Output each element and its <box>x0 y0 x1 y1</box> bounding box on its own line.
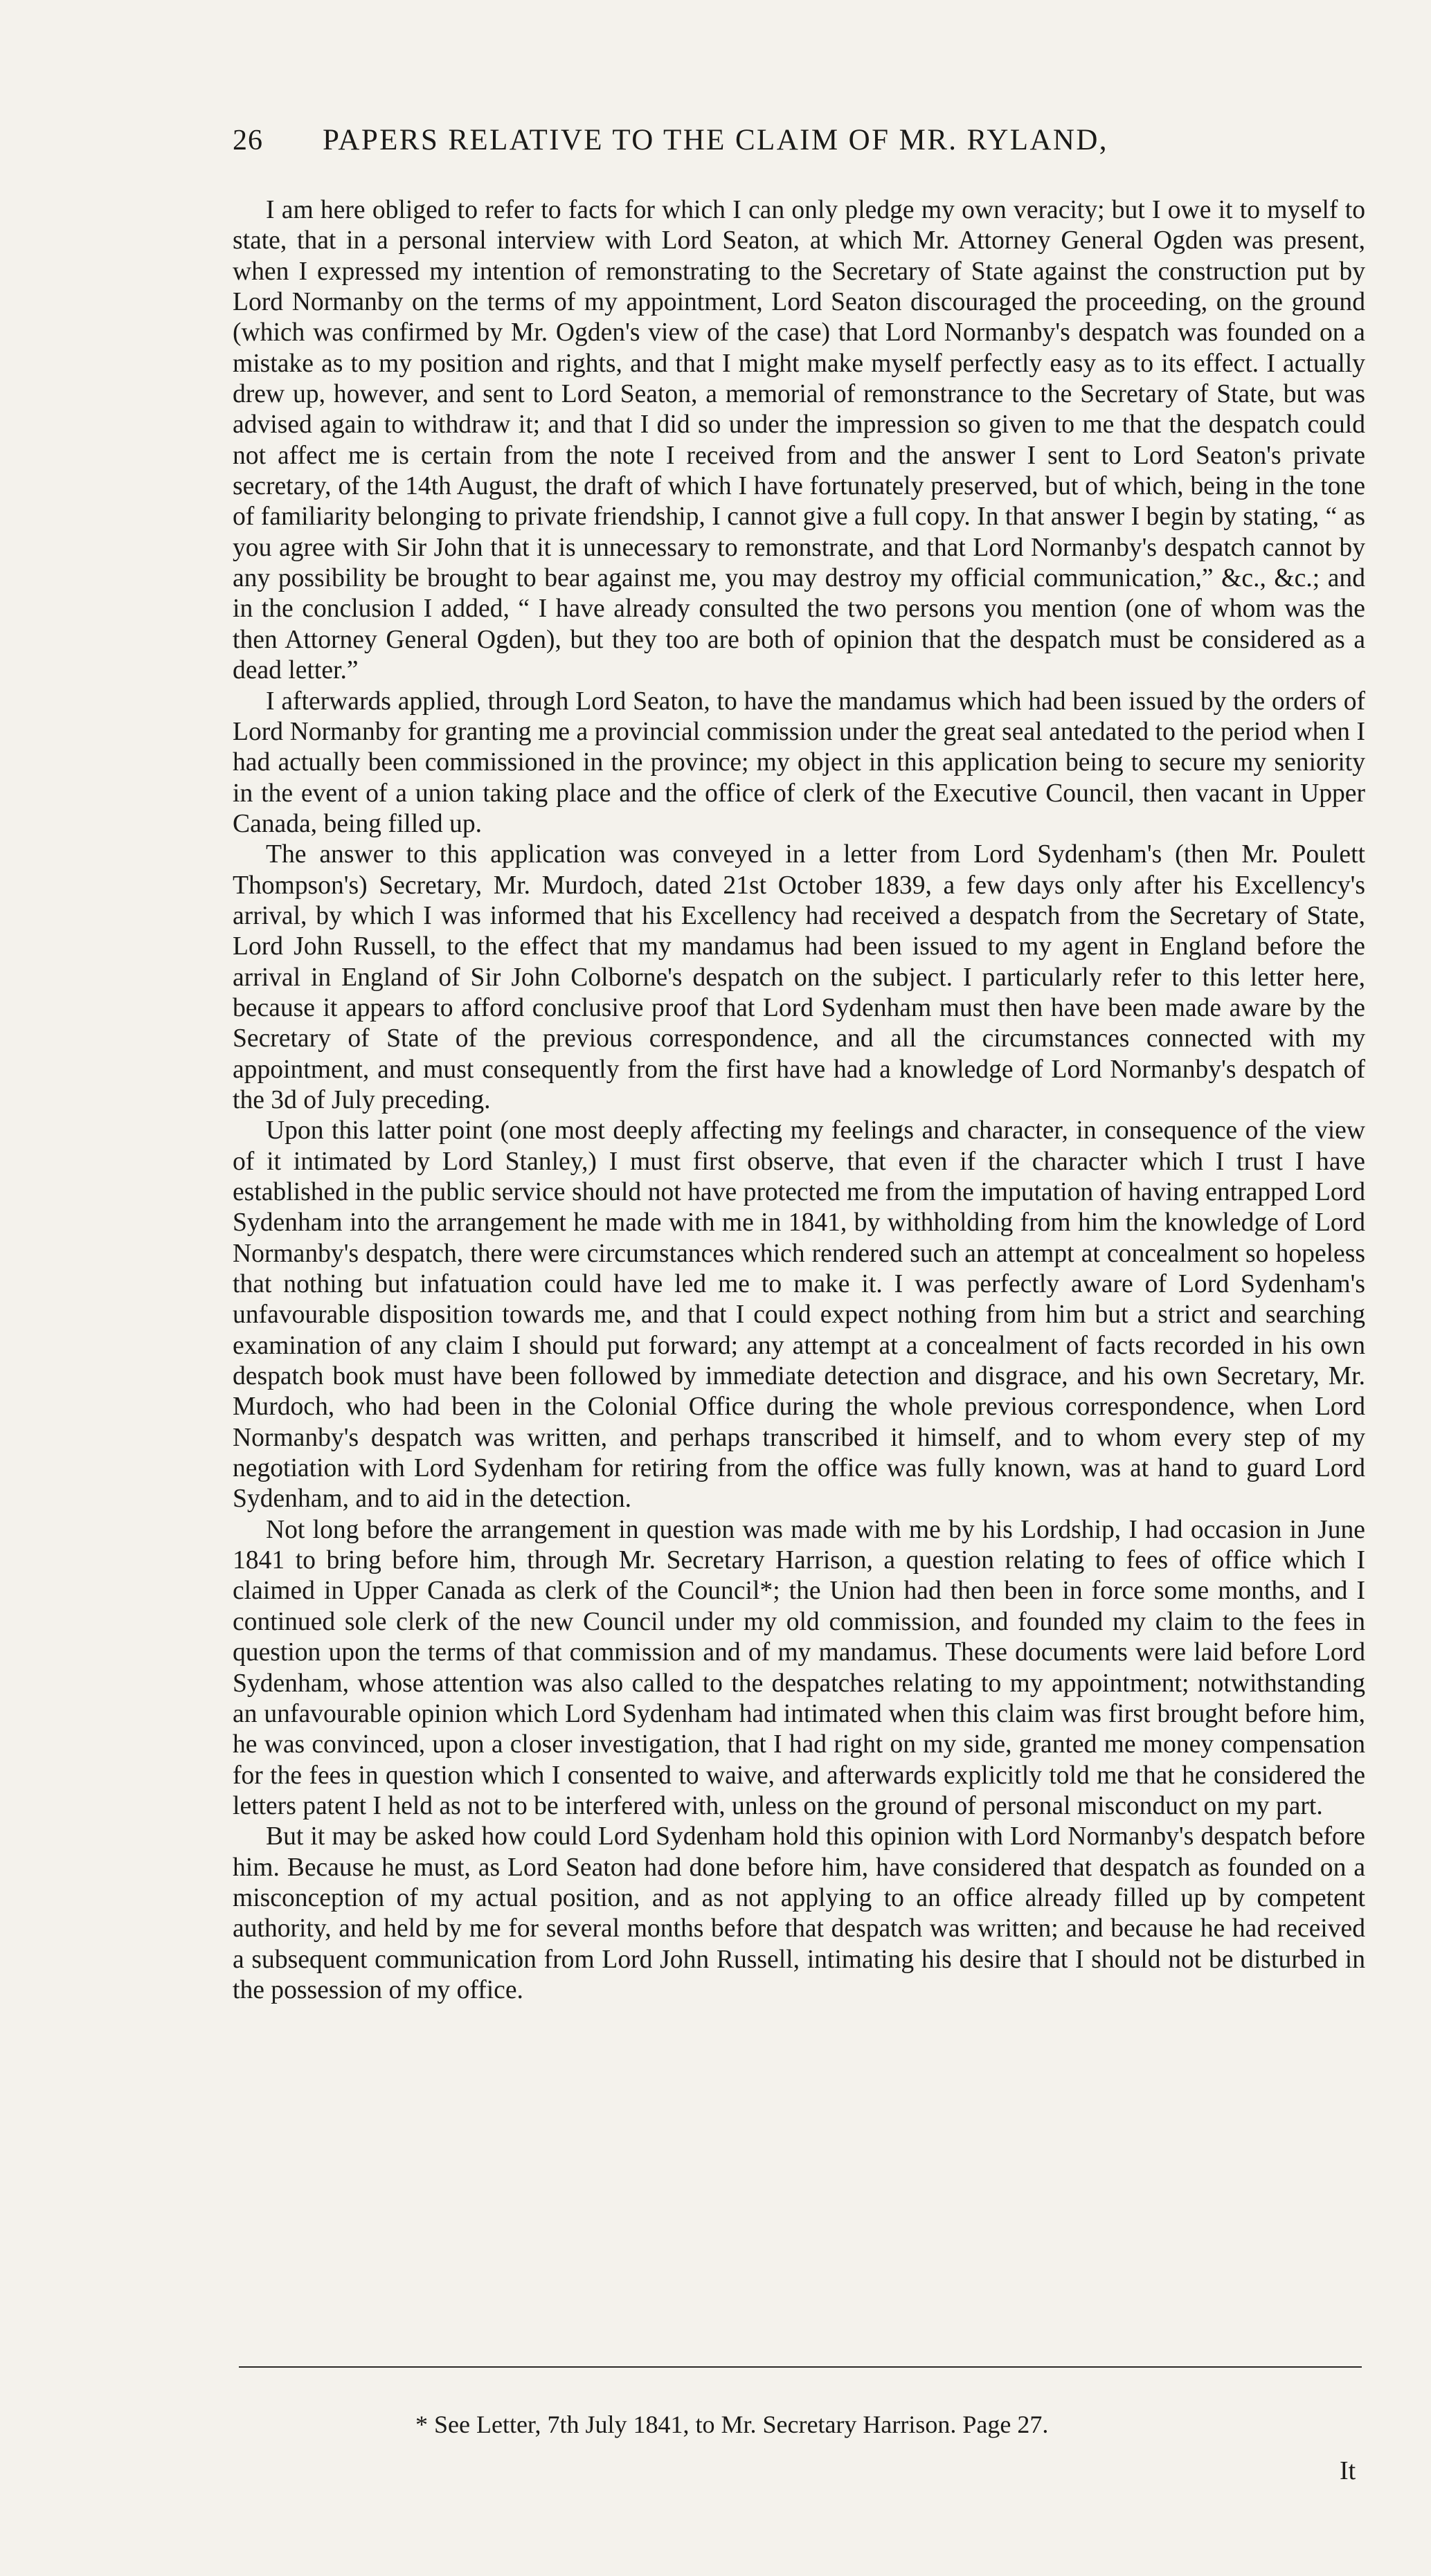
footnote-rule <box>239 2366 1362 2368</box>
catchword: It <box>1340 2456 1356 2485</box>
paragraph: Upon this latter point (one most deeply affecting my feelings and character, in consequence of the view of it intimated by Lord Stanley,) I must first observe, that even if the character which I trust I have established in the public service should not have protected me from the imputation of having entrapped Lord Sydenham into the arrangement he made with me in 1841, by withholding from him the knowledge of Lord Normanby's despatch, there were circumstances which rendered such an attempt at concealment so hopeless that nothing but infatuation could have led me to make it. I was perfectly aware of Lord Sydenham's unfavourable disposition towards me, and that I could expect nothing from him but a strict and searching examination of any claim I should put forward; any attempt at a concealment of facts recorded in his own despatch book must have been followed by immediate detection and disgrace, and his own Secretary, Mr. Murdoch, who had been in the Colonial Office during the whole previous correspondence, when Lord Normanby's despatch was written, and perhaps transcribed it himself, and to whom every step of my negotiation with Lord Sydenham for retiring from the office was fully known, was at hand to guard Lord Sydenham, and to aid in the detection. <box>233 1116 1365 1514</box>
body-text <box>233 195 1365 2006</box>
page-number: 26 <box>233 125 263 156</box>
paragraph: Not long before the arrangement in question was made with me by his Lordship, I had occasion in June 1841 to bring before him, through Mr. Secretary Harrison, a question relating to fees of office which I claimed in Upper Canada as clerk of the Council*; the Union had then been in force some months, and I continued sole clerk of the new Council under my old commission, and founded my claim to the fees in question upon the terms of that commission and of my mandamus. These documents were laid before Lord Sydenham, whose attention was also called to the despatches relating to my appointment; notwithstanding an unfavourable opinion which Lord Sydenham had intimated when this claim was first brought before him, he was convinced, upon a closer investigation, that I had right on my side, granted me money compensation for the fees in question which I consented to waive, and afterwards explicitly told me that he considered the letters patent I held as not to be interfered with, unless on the ground of personal misconduct on my part. <box>233 1515 1365 1820</box>
paragraph: I afterwards applied, through Lord Seaton, to have the mandamus which had been issued by the orders of Lord Normanby for granting me a provincial commission under the great seal antedated to the period when I had actually been commissioned in the province; my object in this application being to secure my seniority in the event of a union taking place and the office of clerk of the Executive Council, then vacant in Upper Canada, being filled up. <box>233 687 1365 838</box>
footnote: * See Letter, 7th July 1841, to Mr. Secretary Harrison. Page 27. <box>415 2411 1049 2438</box>
paragraph: I am here obliged to refer to facts for which I can only pledge my own veracity; but I owe it to myself to state, that in a personal interview with Lord Seaton, at which Mr. Attorney General Ogden was present, when I expressed my intention of remonstrating to the Secretary of State against the construction put by Lord Normanby on the terms of my appointment, Lord Seaton discouraged the proceeding, on the ground (which was confirmed by Mr. Ogden's view of the case) that Lord Normanby's despatch was founded on a mistake as to my position and rights, and that I might make myself perfectly easy as to its effect. I actually drew up, however, and sent to Lord Seaton, a memorial of remonstrance to the Secretary of State, but was advised again to withdraw it; and that I did so under the impression so given to me that the despatch could not affect me is certain from the note I received from and the answer I sent to Lord Seaton's private secretary, of the 14th August, the draft of which I have fortunately preserved, but of which, being in the tone of familiarity belonging to private friendship, I cannot give a full copy. In that answer I begin by stating, “ as you agree with Sir John that it is unnecessary to remonstrate, and that Lord Normanby's despatch cannot by any possibility be brought to bear against me, you may destroy my official communication,” &c., &c.; and in the conclusion I added, “ I have already consulted the two persons you mention (one of whom was the then Attorney General Ogden), but they too are both of opinion that the despatch must be considered as a dead letter.” <box>233 196 1365 685</box>
paragraph: But it may be asked how could Lord Sydenham hold this opinion with Lord Normanby's despatch before him. Because he must, as Lord Seaton had done before him, have considered that despatch as founded on a misconception of my actual position, and as not applying to an office already filled up by competent authority, and held by me for several months before that despatch was written; and because he had received a subsequent communication from Lord John Russell, intimating his desire that I should not be disturbed in the possession of my office. <box>233 1822 1365 2004</box>
running-title: PAPERS RELATIVE TO THE CLAIM OF MR. RYLAND, <box>323 124 1108 156</box>
paragraph: The answer to this application was conveyed in a letter from Lord Sydenham's (then Mr. Poulett Thompson's) Secretary, Mr. Murdoch, dated 21st October 1839, a few days only after his Excellency's arrival, by which I was informed that his Excellency had received a despatch from the Secretary of State, Lord John Russell, to the effect that my mandamus had been issued to my agent in England before the arrival in England of Sir John Colborne's despatch on the subject. I particularly refer to this letter here, because it appears to afford conclusive proof that Lord Sydenham must then have been made aware by the Secretary of State of the previous correspondence, and all the circumstances connected with my appointment, and must consequently from the first have had a knowledge of Lord Normanby's despatch of the 3d of July preceding. <box>233 840 1365 1114</box>
page-header <box>233 123 1368 165</box>
